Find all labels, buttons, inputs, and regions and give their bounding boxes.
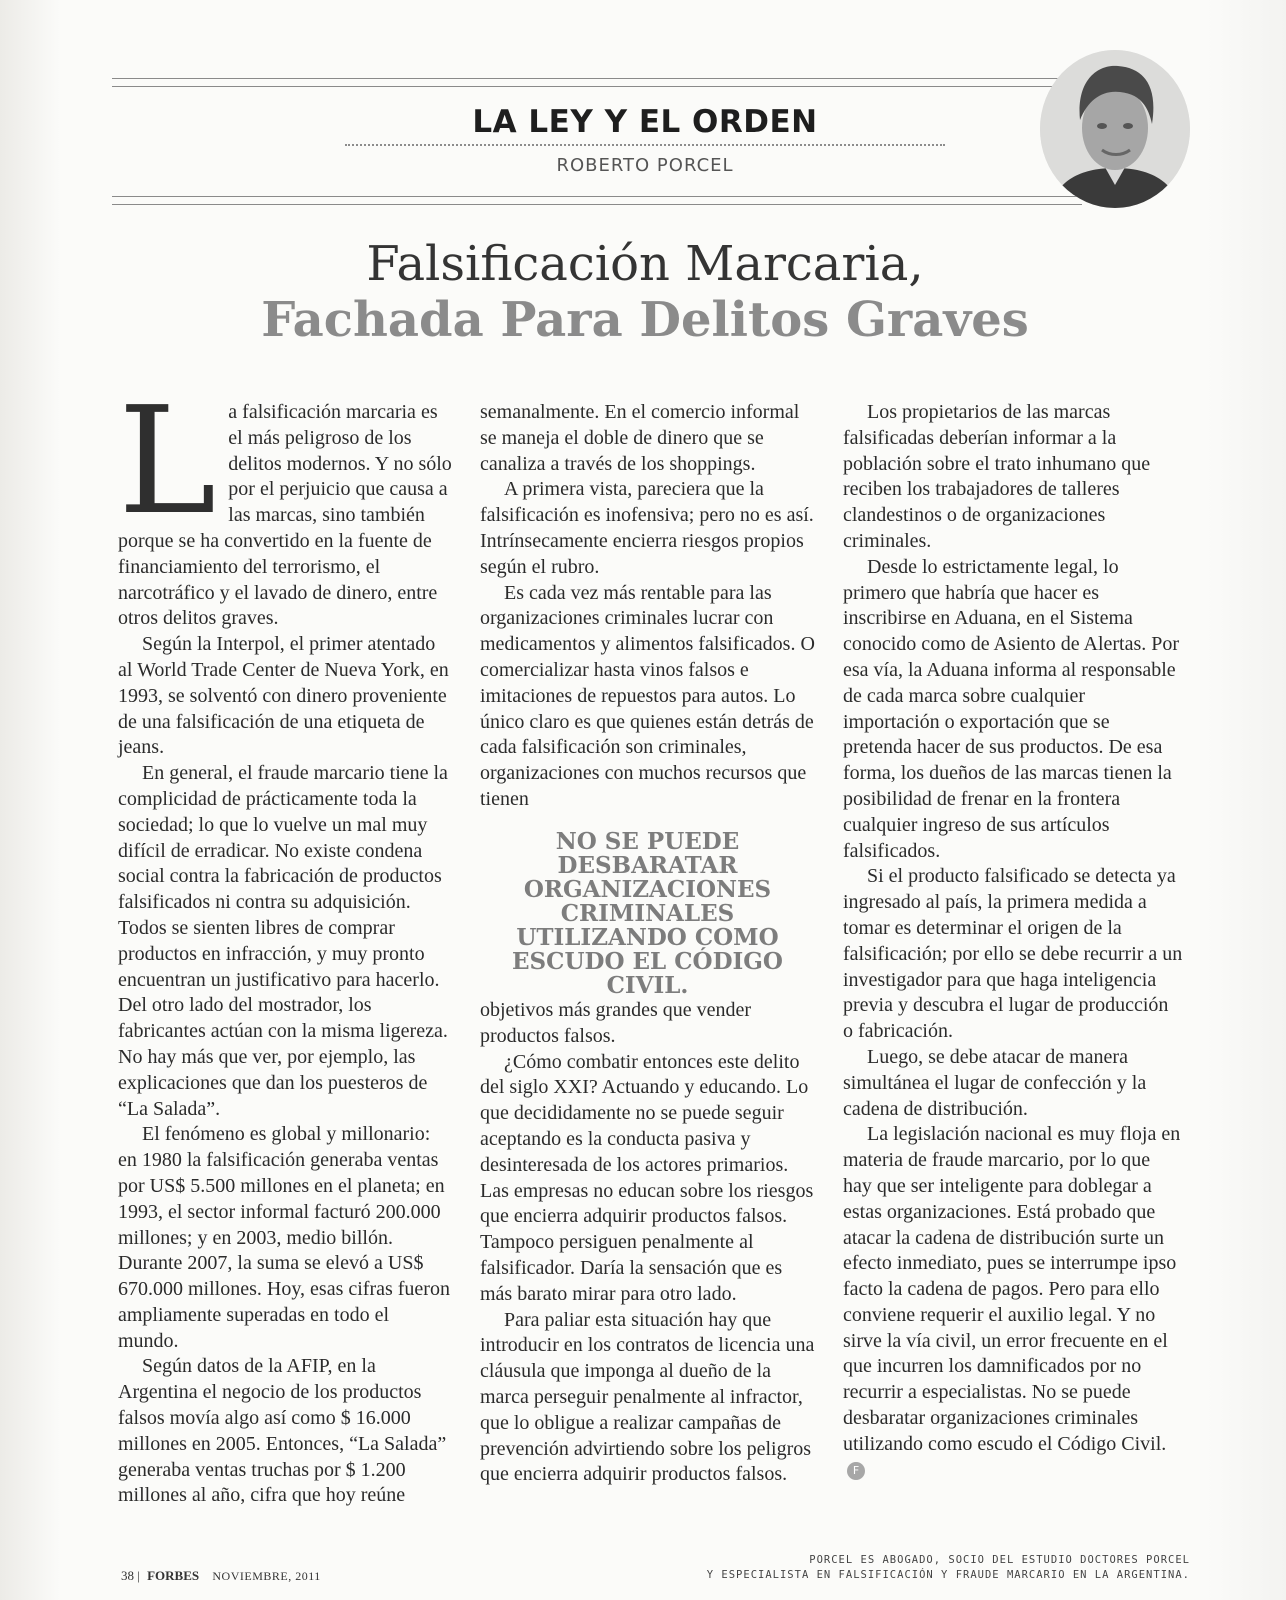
author-portrait-icon [1040,50,1190,208]
paragraph: a falsificación marcaria es el más peligroso de los delitos modernos. Y no sólo por el perjuicio que causa a las marcas, sino también porque se ha convertido en la fuente de financiamiento del terrorismo, el narcotráfico y el lavado de dinero, entre otros delitos graves. [118,401,452,630]
author-bio-line-1: PORCEL ES ABOGADO, SOCIO DEL ESTUDIO DOCTORES PORCEL [809,1554,1190,1566]
paragraph: Si el producto falsificado se detecta ya ingresado al país, la primera medida a tomar es determinar el origen de la falsificación; por ello se debe recurrir a un investigador para que haga inteligencia previa y descubra el lugar de producción o fabricación. [843,865,1183,1043]
article-column-3 [843,400,1183,1483]
page-number: 38 [121,1568,134,1583]
forbes-end-icon: F [847,1462,865,1480]
paragraph: Luego, se debe atacar de manera simultánea el lugar de confección y la cadena de distribución. [843,1045,1147,1120]
paragraph: El fenómeno es global y millonario: en 1980 la falsificación generaba ventas por US$ 5.500 millones en el planeta; en 1993, el sector informal facturó 200.000 millones; y en 2003, medio billón. Durante 2007, la suma se elevó a US$ 670.000 millones. Hoy, esas cifras fueron ampliamente superadas en todo el mundo. [118,1123,450,1352]
paragraph: ¿Cómo combatir entonces este delito del siglo XXI? Actuando y educando. Lo que decididamente no se puede seguir aceptando es la conducta pasiva y desinteresada de los actores primarios. Las empresas no educan sobre los riesgos que encierra adquirir productos falsos. Tampoco persiguen penalmente al falsificador. Daría la sensación que es más barato mirar para otro lado. [480,1050,814,1305]
paragraph: Es cada vez más rentable para las organizaciones criminales lucrar con medicamentos y alimentos falsificados. O comercializar hasta vinos falsos e imitaciones de repuestos para autos. Lo único claro es que quienes están detrás de cada falsificación son criminales, organizaciones con muchos recursos que tienen [480,581,815,810]
paragraph: Para paliar esta situación hay que introducir en los contratos de licencia una cláusula que imponga al dueño de la marca perseguir penalmente al infractor, que lo obligue a realizar campañas de prevención advirtiendo sobre los peligros que encierra adquirir productos falsos. [480,1308,815,1486]
magazine-name: FORBES [147,1568,200,1583]
header-rule-bottom-inner [112,204,1082,205]
issue-date: NOVIEMBRE, 2011 [212,1569,321,1583]
headline [180,236,1110,348]
paragraph: semanalmente. En el comercio informal se maneja el doble de dinero que se canaliza a través de los shoppings. [480,401,800,475]
paragraph: En general, el fraude marcario tiene la complicidad de prácticamente toda la sociedad; lo que lo vuelve un mal muy difícil de erradicar. No existe condena social contra la fabricación de productos falsificados ni contra su adquisición. Todos se sienten libres de comprar productos en infracción, y muy pronto encuentran un justificativo para hacerlo. Del otro lado del mostrador, los fabricantes actúan con la misma ligereza. No hay más que ver, por ejemplo, las explicaciones que dan los puesteros de “La Salada”. [118,762,448,1120]
author-name: ROBERTO PORCEL [556,155,734,176]
article-column-1 [118,375,453,1509]
paragraph: Según datos de la AFIP, en la Argentina el negocio de los productos falsos movía algo así como $ 16.000 millones en 2005. Entonces, “La Salada” generaba ventas truchas por $ 1.200 millones al año, cifra que hoy reúne [118,1355,447,1507]
paragraph: Desde lo estrictamente legal, lo primero que habría que hacer es inscribirse en Aduana, en el Sistema conocido como de Asiento de Alertas. Por esa vía, la Aduana informa al responsable de cada marca sobre cualquier importación o exportación que se pretenda hacer de sus productos. De esa forma, los dueños de las marcas tienen la posibilidad de frenar en la frontera cualquier ingreso de sus artículos falsificados. [843,555,1180,862]
author-bio [707,1553,1190,1583]
dotted-divider [345,144,945,146]
author-bio-line-2: Y ESPECIALISTA EN FALSIFICACIÓN Y FRAUDE MARCARIO EN LA ARGENTINA. [706,1569,1190,1581]
page-folio [121,1568,321,1584]
paragraph: objetivos más grandes que vender productos falsos. [480,999,752,1047]
page-shadow [0,0,60,1600]
paragraph: Los propietarios de las marcas falsificadas deberían informar a la población sobre el trato inhumano que reciben los trabajadores de talleres clandestinos o de organizaciones criminales. [843,401,1151,552]
header-rule-top-inner [112,86,1062,87]
drop-cap: L [118,375,217,547]
article-column-2-continued [480,998,815,1488]
page-edge [1206,0,1286,1600]
section-title: LA LEY Y EL ORDEN [472,104,818,140]
paragraph: A primera vista, pareciera que la falsificación es inofensiva; pero no es así. Intrínsecamente encierra riesgos propios según el rubro. [480,478,814,578]
paragraph-last [843,1122,1183,1483]
headline-line-1: Falsificación Marcaria, [366,236,924,292]
author-photo [1040,50,1190,208]
paragraph: Según la Interpol, el primer atentado al World Trade Center de Nueva York, en 1993, se solventó con dinero proveniente de una falsificación de una etiqueta de jeans. [118,633,449,759]
folio-separator: | [137,1568,140,1583]
header-rule-top [112,78,1062,79]
header-rule-bottom [112,196,1082,197]
headline-line-2: Fachada Para Delitos Graves [261,292,1029,348]
paragraph-text: La legislación nacional es muy floja en materia de fraude marcario, por lo que hay que ser inteligente para doblegar a estas organizaciones. Está probado que atacar la cadena de distribución surte un efecto inmediato, pues se interrumpe ipso facto la cadena de pagos. Pero para ello conviene requerir el auxilio legal. Y no sirve la vía civil, un error frecuente en el que incurren los damnificados por no recurrir a especialistas. No se puede desbaratar organizaciones criminales utilizando como escudo el Código Civil. [843,1123,1181,1455]
pull-quote: NO SE PUEDE DESBARATAR ORGANIZACIONES CRIMINALES UTILIZANDO COMO ESCUDO EL CÓDIGO CIVIL. [512,828,783,999]
